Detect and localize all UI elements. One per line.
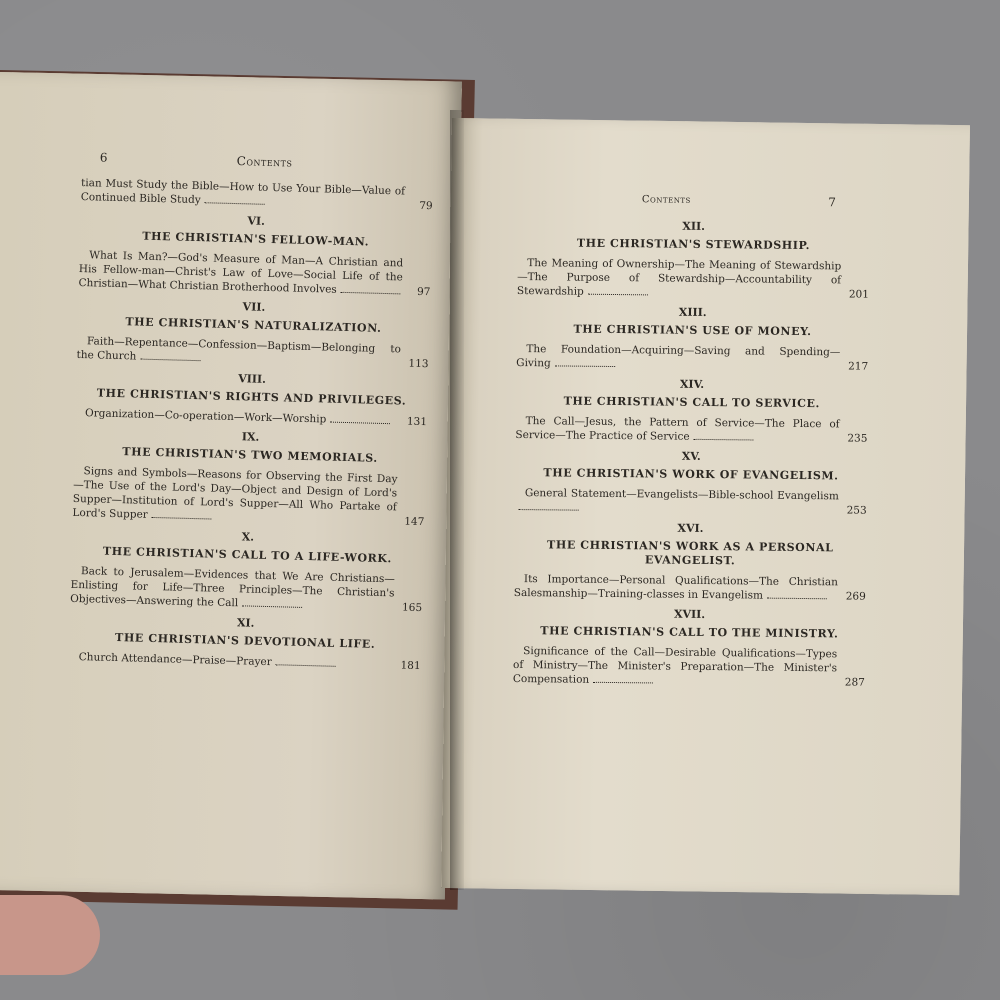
left-page-contents [68, 150, 433, 679]
chapter-topics: Church Attendance—Praise—Prayer [78, 651, 272, 669]
right-page-number: 7 [828, 195, 836, 210]
chapter-numeral: X. [241, 530, 255, 544]
chapter-numeral: VII. [242, 300, 266, 314]
chapter-page-number: 165 [401, 601, 423, 615]
chapter-title: THE CHRISTIAN'S WORK OF EVANGELISM. [543, 466, 839, 483]
right-toc-entry-1 [517, 218, 870, 302]
right-toc-entry-5 [514, 520, 867, 604]
chapter-page-number: 287 [844, 676, 865, 689]
chapter-page-number: 181 [400, 659, 421, 673]
chapter-topics: Organization—Co-operation—Work—Worship [84, 407, 327, 426]
chapter-title: THE CHRISTIAN'S FELLOW-MAN. [142, 229, 370, 249]
chapter-title: THE CHRISTIAN'S DEVOTIONAL LIFE. [114, 631, 376, 651]
book-gutter [450, 110, 464, 890]
chapter-topics: Back to Jerusalem—Evidences that We Are Christians—Enlisting for Life—Three Principles—The Christian's Objectives—Answering the Call [70, 565, 396, 610]
left-toc-entry-6 [69, 612, 422, 673]
chapter-numeral: VI. [247, 214, 266, 228]
right-running-head [518, 192, 870, 216]
chapter-topics: The Meaning of Ownership—The Meaning of Stewardship—The Purpose of Stewardship—Accountability of Stewardship [516, 257, 842, 298]
chapter-page-number: 217 [848, 360, 869, 373]
chapter-page-number: 131 [406, 415, 428, 429]
chapter-title: THE CHRISTIAN'S USE OF MONEY. [573, 322, 812, 339]
chapter-topics: Significance of the Call—Desirable Qualifications—Types of Ministry—The Minister's Preparation—The Minister's Compensation [512, 645, 838, 686]
left-toc-entry-4 [72, 426, 426, 529]
chapter-topics: Signs and Symbols—Reasons for Observing the First Day—The Use of the Lord's Day—Object and Design of Lord's Supper—Institution of Lord's Supper—All Who Partake of Lord's Supper [72, 465, 398, 521]
chapter-numeral: IX. [241, 430, 260, 444]
right-toc-entry-4 [515, 448, 868, 518]
continuation-topics: tian Must Study the Bible—How to Use Your Bible—Value of Continued Bible Study [80, 176, 406, 207]
chapter-page-number: 269 [845, 590, 866, 603]
chapter-title: THE CHRISTIAN'S WORK AS A PERSONAL EVANGELIST. [547, 538, 834, 568]
holding-hand [0, 895, 100, 975]
chapter-title: THE CHRISTIAN'S RIGHTS AND PRIVILEGES. [96, 386, 407, 408]
left-toc-entry-5 [70, 526, 424, 615]
left-toc-entry-2 [76, 296, 430, 371]
chapter-page-number: 147 [404, 515, 425, 529]
right-page-contents [513, 192, 870, 696]
left-toc-entry-1 [78, 210, 432, 299]
chapter-topics: What Is Man?—God's Measure of Man—A Christian and His Fellow-man—Christ's Law of Love—Social Life of the Christian—What Christian Brotherhood Involves [78, 249, 404, 296]
chapter-page-number: 201 [848, 288, 870, 301]
chapter-numeral: XVI. [677, 521, 704, 535]
chapter-topics: Its Importance—Personal Qualifications—The Christian Salesmanship—Training-classes in Evangelism [513, 573, 838, 602]
right-toc-entry-6 [513, 606, 866, 690]
chapter-numeral: XII. [682, 219, 706, 233]
chapter-numeral: XVII. [673, 607, 706, 621]
chapter-title: THE CHRISTIAN'S CALL TO A LIFE-WORK. [102, 544, 393, 566]
chapter-title: THE CHRISTIAN'S NATURALIZATION. [125, 315, 382, 335]
chapter-title: THE CHRISTIAN'S CALL TO SERVICE. [563, 394, 821, 411]
right-running-title: Contents [641, 194, 691, 206]
chapter-page-number: 97 [416, 285, 431, 299]
chapter-numeral: XV. [681, 449, 701, 463]
chapter-title: THE CHRISTIAN'S STEWARDSHIP. [576, 236, 811, 253]
left-toc-entry-3 [75, 368, 428, 429]
right-toc-entry-2 [516, 304, 869, 374]
continuation-page: 79 [419, 199, 433, 213]
toc-continuation [81, 176, 434, 213]
left-running-title: Contents [236, 154, 293, 170]
chapter-page-number: 235 [847, 432, 868, 445]
chapter-numeral: XIII. [678, 305, 707, 319]
chapter-numeral: XI. [236, 616, 255, 630]
chapter-title: THE CHRISTIAN'S CALL TO THE MINISTRY. [540, 624, 839, 641]
chapter-topics: Faith—Repentance—Confession—Baptism—Belonging to the Church [76, 335, 402, 363]
chapter-title: THE CHRISTIAN'S TWO MEMORIALS. [122, 445, 378, 465]
chapter-numeral: XIV. [679, 377, 705, 391]
chapter-page-number: 253 [846, 504, 867, 517]
chapter-topics: General Statement—Evangelists—Bible-school Evangelism [524, 487, 839, 503]
right-toc-entry-3 [515, 376, 868, 446]
chapter-numeral: VIII. [237, 372, 267, 386]
chapter-topics: The Foundation—Acquiring—Saving and Spending—Giving [516, 343, 841, 370]
chapter-topics: The Call—Jesus, the Pattern of Service—The Place of Service—The Practice of Service [515, 415, 840, 443]
chapter-page-number: 113 [408, 357, 429, 371]
left-page-number: 6 [99, 150, 108, 165]
